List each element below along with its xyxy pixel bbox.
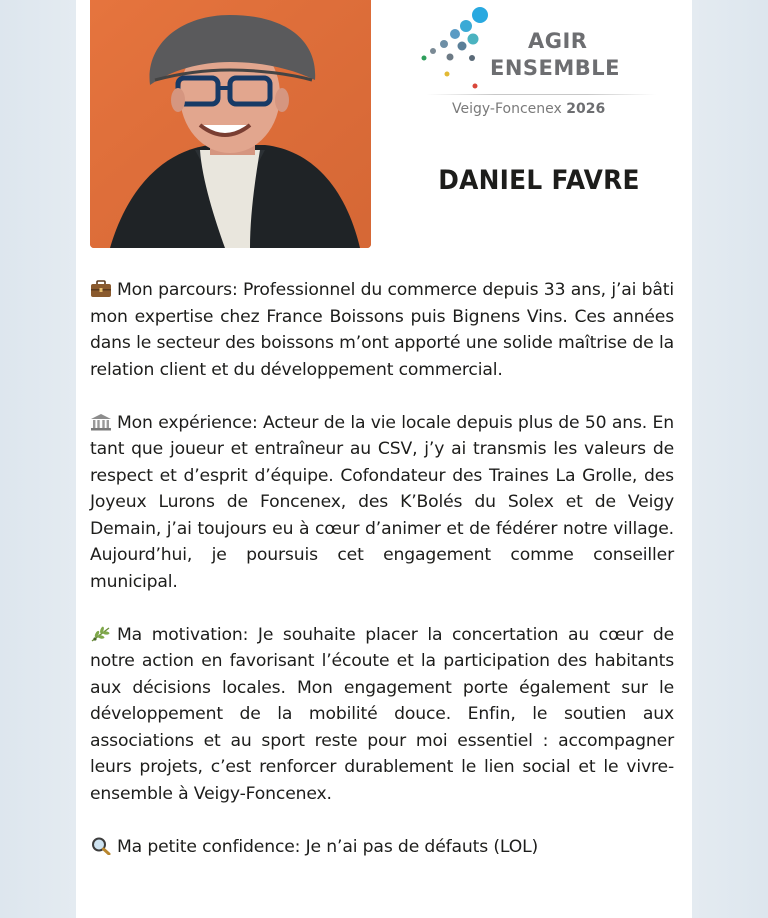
logo-divider: [426, 94, 656, 95]
logo-title-line1: AGIR: [528, 29, 588, 53]
candidate-photo: [90, 0, 371, 248]
candidate-bio: [90, 277, 674, 887]
agir-ensemble-logo: [420, 6, 660, 124]
candidate-name: DANIEL FAVRE: [438, 165, 640, 196]
section-experience-text: Mon expérience: Acteur de la vie locale depuis plus de 50 ans. En tant que joueur et entraîneur au CSV, j’y ai transmis les valeurs de respect et d’esprit d’équipe. Cofondateur des Traines La Grolle, des Joyeux Lurons de Foncenex, des K’Bolés du Solex et de Veigy Demain, j’ai toujours eu à cœur d’animer et de fédérer notre village. Aujourd’hui, je poursuis cet engagement comme conseiller municipal.: [90, 412, 674, 592]
section-parcours: [90, 277, 674, 383]
magnifying-glass-icon: [90, 837, 112, 855]
classical-building-icon: [90, 413, 112, 431]
olive-branch-icon: [90, 625, 112, 643]
section-confidence-text: Ma petite confidence: Je n’ai pas de défauts (LOL): [117, 836, 539, 857]
logo-dots-icon: [420, 6, 500, 96]
briefcase-icon: [90, 280, 112, 298]
section-motivation: [90, 622, 674, 808]
section-motivation-text: Ma motivation: Je souhaite placer la concertation au cœur de notre action en favorisant l’écoute et la participation des habitants aux décisions locales. Mon engagement porte également sur le développement de la mobilité douce. Enfin, le soutien aux associations et au sport reste pour moi essentiel : accompagner leurs projets, c’est renforcer durablement le lien social et le vivre-ensemble à Veigy-Foncenex.: [90, 624, 674, 804]
logo-title-line2: ENSEMBLE: [490, 56, 621, 80]
section-experience: [90, 410, 674, 596]
logo-year: 2026: [566, 101, 606, 117]
section-parcours-text: Mon parcours: Professionnel du commerce depuis 33 ans, j’ai bâti mon expertise chez France Boissons puis Bignens Vins. Ces années dans le secteur des boissons m’ont apporté une solide maîtrise de la relation client et du développement commercial.: [90, 280, 674, 380]
logo-place: Veigy-Foncenex: [452, 101, 562, 117]
section-confidence: [90, 834, 674, 861]
candidate-card: [76, 0, 692, 918]
logo-tagline: [452, 101, 605, 117]
